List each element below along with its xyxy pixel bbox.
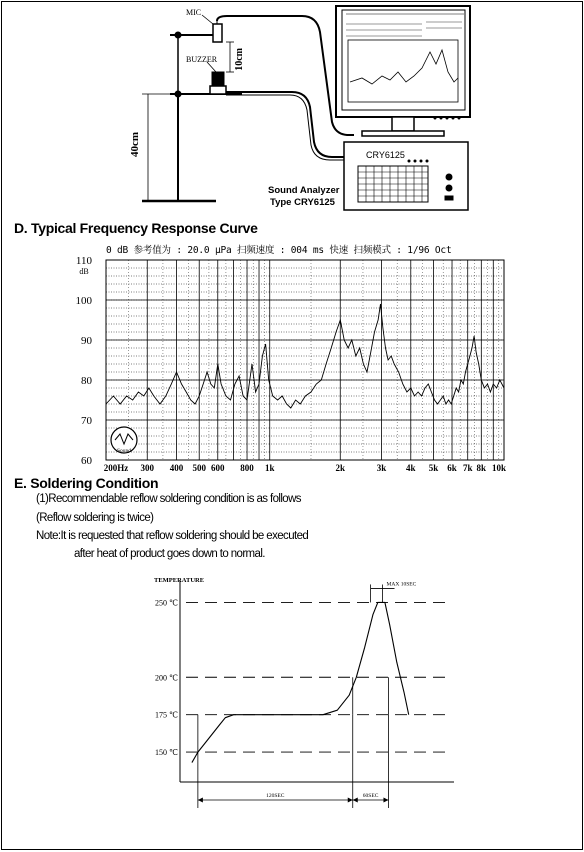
x-tick-label: 500 xyxy=(192,463,206,473)
x-tick-label: 4k xyxy=(406,463,416,473)
temperature-label: 150 ℃ xyxy=(155,748,178,758)
device-model-label: CRY6125 xyxy=(366,150,405,160)
section-e-title: E. Soldering Condition xyxy=(14,475,159,491)
reflow-duration-arrow-left xyxy=(353,798,358,803)
y-tick-label: 80 xyxy=(81,375,92,387)
reflow-duration-arrow-right xyxy=(383,798,388,803)
document-page xyxy=(1,1,583,850)
section-d-title: D. Typical Frequency Response Curve xyxy=(14,220,258,236)
soldering-note-line-1: Note:It is requested that reflow soldering should be executed xyxy=(36,530,309,542)
x-tick-label: 8k xyxy=(476,463,487,473)
y-tick-label: 110 xyxy=(75,255,92,267)
x-tick-label: 400 xyxy=(169,463,184,473)
x-tick-label: 2k xyxy=(335,463,346,473)
logo-text: Sound xyxy=(116,448,132,454)
y-tick-label: 60 xyxy=(81,455,92,467)
distance-10cm-label: 10cm xyxy=(234,48,245,71)
x-tick-label: 10k xyxy=(491,463,507,473)
x-tick-label: 5k xyxy=(428,463,439,473)
temperature-label: 200 ℃ xyxy=(155,673,178,683)
frequency-chart-header: 0 dB 参考值为 : 20.0 μPa 扫频速度 : 004 ms 快速 扫频模式 : 1/96 Oct xyxy=(106,245,452,256)
distance-40cm-label: 40cm xyxy=(129,132,141,158)
x-tick-label: 300 xyxy=(140,463,155,473)
temperature-label: 250 ℃ xyxy=(155,598,178,608)
x-tick-label: 7k xyxy=(462,463,473,473)
analyzer-type: Type CRY6125 xyxy=(270,197,335,208)
y-tick-label: 90 xyxy=(81,335,92,347)
reflow-profile-curve xyxy=(192,602,409,762)
preheat-duration-arrow-left xyxy=(198,798,203,803)
x-tick-label: 600 xyxy=(211,463,225,473)
x-tick-label: 6k xyxy=(447,463,457,473)
soldering-note-line-2: after heat of product goes down to normal. xyxy=(74,548,265,560)
y-axis-unit-label: dB xyxy=(79,267,89,276)
x-tick-label: 1k xyxy=(264,463,275,473)
peak-duration-label: MAX 10SEC xyxy=(386,581,417,588)
y-tick-label: 70 xyxy=(81,415,92,427)
soldering-line-1: (1)Recommendable reflow soldering condition is as follows xyxy=(36,493,301,505)
preheat-duration-arrow-right xyxy=(348,798,353,803)
soldering-line-2: (Reflow soldering is twice) xyxy=(36,512,154,524)
sound-logo xyxy=(111,427,137,454)
reflow-profile-chart xyxy=(142,568,472,818)
temperature-label: 175 ℃ xyxy=(155,710,178,720)
buzzer-label: BUZZER xyxy=(186,55,218,64)
plot-frame xyxy=(106,260,504,460)
y-axis-title: TEMPERATURE xyxy=(154,577,205,584)
preheat-duration-label: 120SEC xyxy=(266,793,285,799)
x-tick-label: 3k xyxy=(376,463,387,473)
x-tick-label: 200Hz xyxy=(103,463,129,473)
frequency-response-chart xyxy=(62,250,512,474)
analyzer-name: Sound Analyzer xyxy=(268,185,340,196)
y-tick-label: 100 xyxy=(75,295,92,307)
mic-label: MIC xyxy=(186,8,202,17)
reflow-duration-label: 60SEC xyxy=(362,793,379,799)
x-tick-label: 800 xyxy=(240,463,254,473)
